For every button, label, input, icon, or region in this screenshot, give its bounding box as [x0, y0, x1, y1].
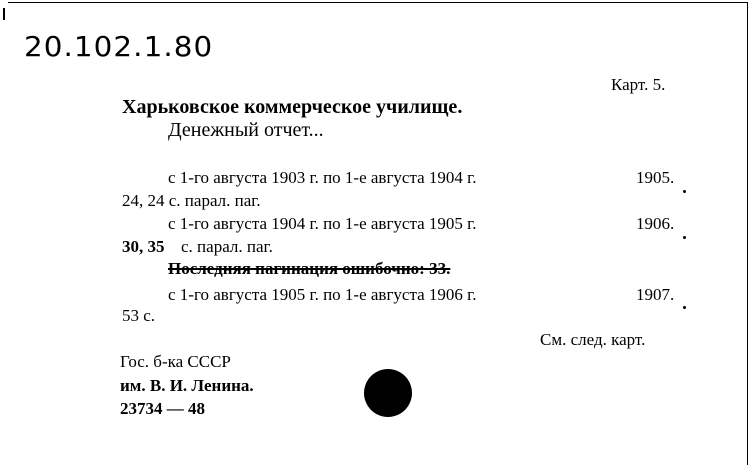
document-title: Денежный отчет... — [168, 119, 324, 141]
entry-details: с. парал. паг. — [181, 237, 273, 256]
entry-details: 24, 24 с. парал. паг. — [122, 191, 261, 210]
entry-period: с 1-го августа 1903 г. по 1-е августа 1904 г. — [168, 168, 477, 187]
card-border-right — [747, 2, 748, 465]
entry-year: 1906. — [636, 214, 675, 233]
card-edge-mark — [3, 8, 5, 20]
struck-through-note: Последняя пагинация ошибочно: 33. — [168, 259, 451, 278]
margin-dot — [683, 306, 686, 309]
next-card-reference: См. след. карт. — [540, 330, 646, 349]
institution-heading: Харьковское коммерческое училище. — [122, 96, 463, 118]
entry-period: с 1-го августа 1904 г. по 1-е августа 1905 г. — [168, 214, 477, 233]
card-border-top — [8, 2, 748, 3]
library-print-code: 23734 — 48 — [120, 399, 205, 418]
margin-dot — [683, 190, 686, 193]
entry-year: 1907. — [636, 285, 675, 304]
punched-hole — [364, 369, 412, 417]
margin-dot — [683, 236, 686, 239]
entry-period: с 1-го августа 1905 г. по 1-е августа 1906 г. — [168, 285, 477, 304]
entry-year: 1905. — [636, 168, 675, 187]
entry-details: 53 с. — [122, 306, 156, 325]
handwritten-shelf-number: 20.102.1.80 — [24, 30, 214, 63]
entry-details-corrected-pages: 30, 35 — [122, 237, 165, 256]
library-name: Гос. б-ка СССР — [120, 352, 231, 371]
library-dedication: им. В. И. Ленина. — [120, 376, 254, 395]
card-number: Карт. 5. — [611, 75, 666, 94]
